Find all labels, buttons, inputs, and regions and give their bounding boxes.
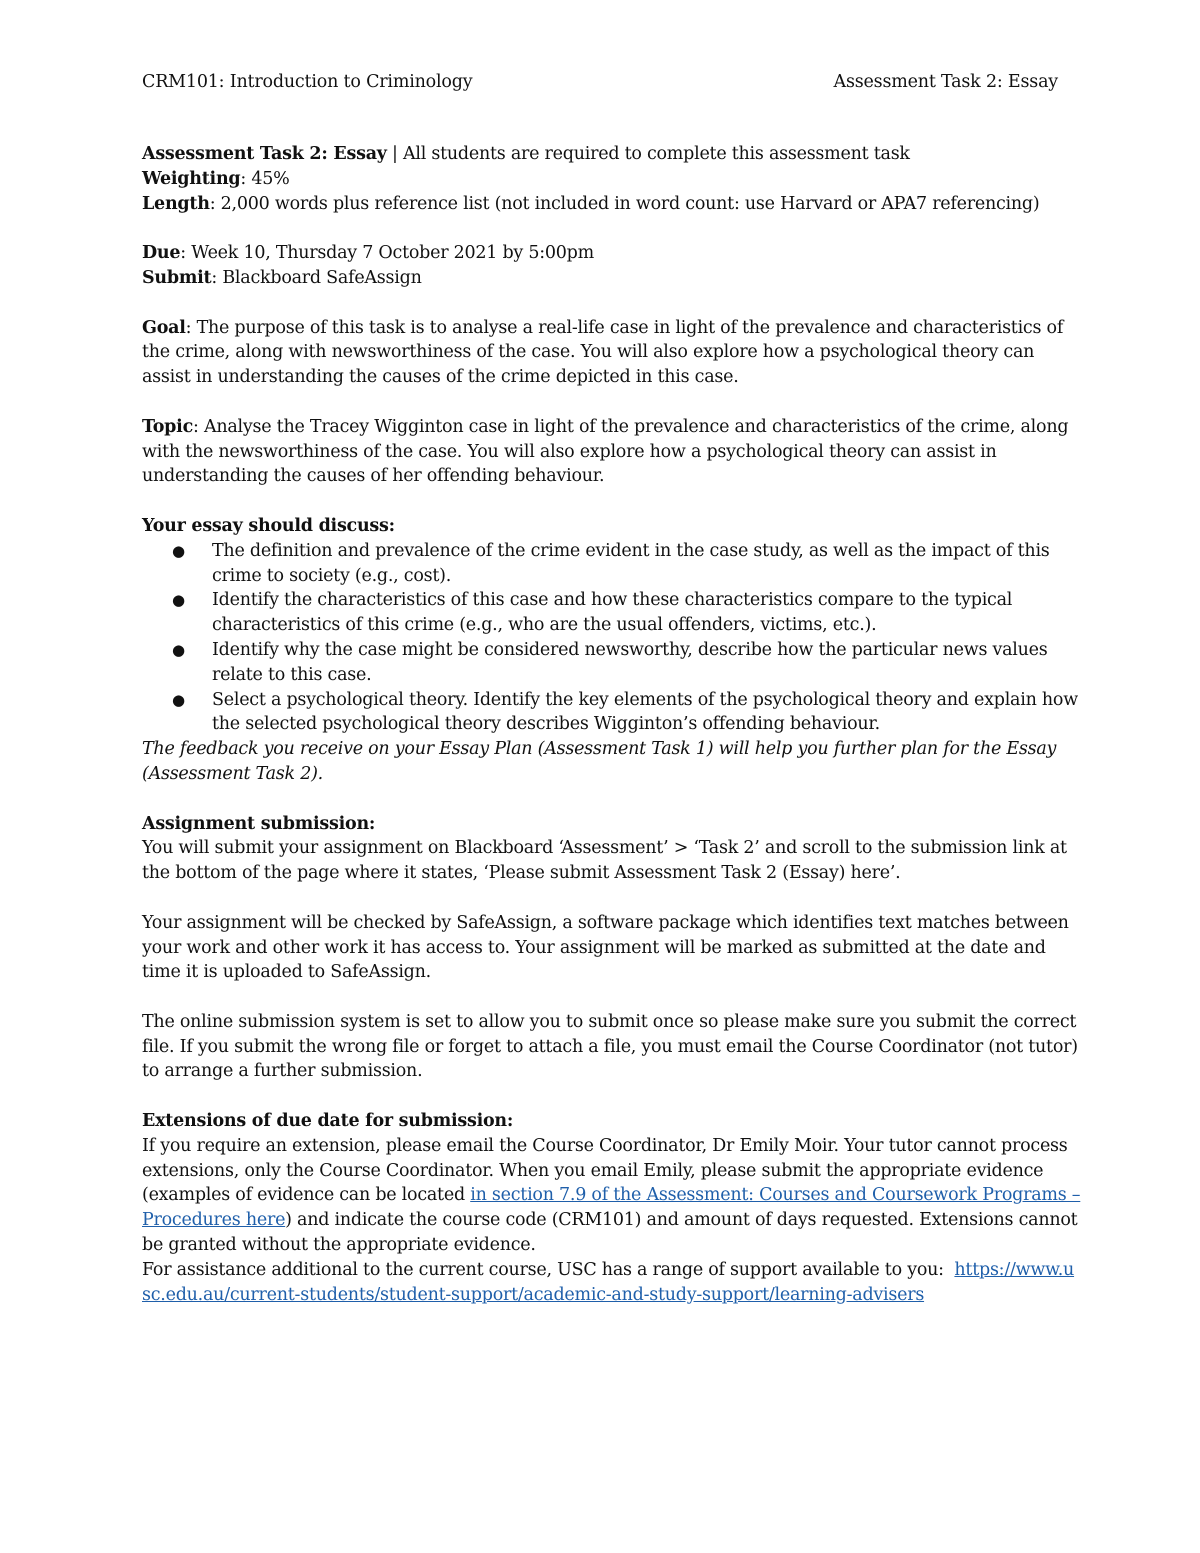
bullet-icon: ● [172,541,185,560]
submission-heading-text: Assignment submission: [142,813,376,834]
topic-paragraph [142,415,1082,489]
feedback-note: The feedback you receive on your Essay Plan (Assessment Task 1) will help you further plan for the Essay (Assessment Task 2). [142,739,1057,784]
bullet-icon: ● [172,690,185,709]
topic-text: : Analyse the Tracey Wigginton case in light of the prevalence and characteristics of the crime, along with the newsworthiness of the case. You will also explore how a psychological theory can assist in understanding the causes of her offending behaviour. [142,416,1069,487]
goal-text: : The purpose of this task is to analyse a real-life case in light of the prevalence and characteristics of the crime, along with newsworthiness of the case. You will also explore how a psychological theory can assist in understanding the causes of the crime depicted in this case. [142,317,1064,388]
submission-para-1: You will submit your assignment on Blackboard ‘Assessment’ > ‘Task 2’ and scroll to the submission link at the bottom of the page where it states, ‘Please submit Assessment Task 2 (Essay) here’. [142,838,1067,884]
weighting-label: Weighting [142,168,241,189]
due-label: Due [142,243,181,264]
submit-value: : Blackboard SafeAssign [211,267,422,288]
submit-line [142,266,1082,291]
title-separator: | [386,144,403,164]
task-title: Assessment Task 2: Essay [142,144,387,164]
list-item-text: Identify the characteristics of this case and how these characteristics compare to the typical characteristics of this crime (e.g., who are the usual offenders, victims, etc.). [212,590,1013,636]
learning-advisers-link[interactable]: https://www.usc.edu.au/current-students/student-support/academic-and-study-support/learning-advisers [142,1259,1075,1305]
assistance-paragraph [142,1258,1082,1308]
length-label: Length [142,193,210,214]
list-item-text: Identify why the case might be considered newsworthy, describe how the particular news values relate to this case. [212,639,1048,685]
goal-label: Goal [142,317,186,338]
discuss-heading-text: Your essay should discuss: [142,515,395,536]
list-item-text: Select a psychological theory. Identify the key elements of the psychological theory and explain how the selected psychological theory describes Wigginton’s offending behaviour. [212,689,1078,735]
weighting-value: : 45% [240,168,290,189]
header-course-title: CRM101: Introduction to Criminology [142,72,473,92]
list-item [142,688,1082,738]
bullet-icon: ● [172,591,185,610]
goal-paragraph [142,316,1082,390]
discuss-list [142,539,1082,737]
list-item [142,638,1082,688]
due-line [142,241,1082,266]
task-title-line [142,142,1082,167]
topic-label: Topic [142,416,193,437]
extensions-text-before: If you require an extension, please email the Course Coordinator, Dr Emily Moir. Your tutor cannot process extensions, only the Course Coordinator. When you email Emily, please submit the appropriate evidence (examples of evidence can be located [142,1135,1073,1206]
list-item [142,588,1082,638]
discuss-heading [142,514,1082,539]
submit-label: Submit [142,267,212,288]
list-item-text: The definition and prevalence of the crime evident in the case study, as well as the impact of this crime to society (e.g., cost). [212,540,1050,586]
header-task-title: Assessment Task 2: Essay [833,72,1058,92]
procedures-link[interactable]: in section 7.9 of the Assessment: Courses and Coursework Programs – Procedures here [142,1185,1081,1231]
page-header [142,72,1058,98]
extensions-heading [142,1109,1082,1134]
task-note: All students are required to complete this assessment task [403,144,910,164]
due-value: : Week 10, Thursday 7 October 2021 by 5:00pm [180,243,594,264]
weighting-line [142,167,1082,192]
bullet-icon: ● [172,640,185,659]
submission-heading [142,812,1082,837]
extensions-text-after: ) and indicate the course code (CRM101) and amount of days requested. Extensions cannot be granted without the appropriate evidence. [142,1210,1078,1256]
list-item [142,539,1082,589]
submission-para-2: Your assignment will be checked by SafeAssign, a software package which identifies text matches between your work and other work it has access to. Your assignment will be marked as submitted at the date and time it is uploaded to SafeAssign. [142,912,1069,983]
extensions-paragraph [142,1134,1082,1258]
document-body [142,142,1082,1307]
length-line [142,192,1082,217]
extensions-heading-text: Extensions of due date for submission: [142,1111,514,1132]
assistance-text: For assistance additional to the current course, USC has a range of support available to you: [142,1259,955,1280]
submission-para-3: The online submission system is set to allow you to submit once so please make sure you submit the correct file. If you submit the wrong file or forget to attach a file, you must email the Course Coordinator (not tutor) to arrange a further submission. [142,1011,1078,1082]
length-value: : 2,000 words plus reference list (not included in word count: use Harvard or APA7 referencing) [209,193,1040,214]
